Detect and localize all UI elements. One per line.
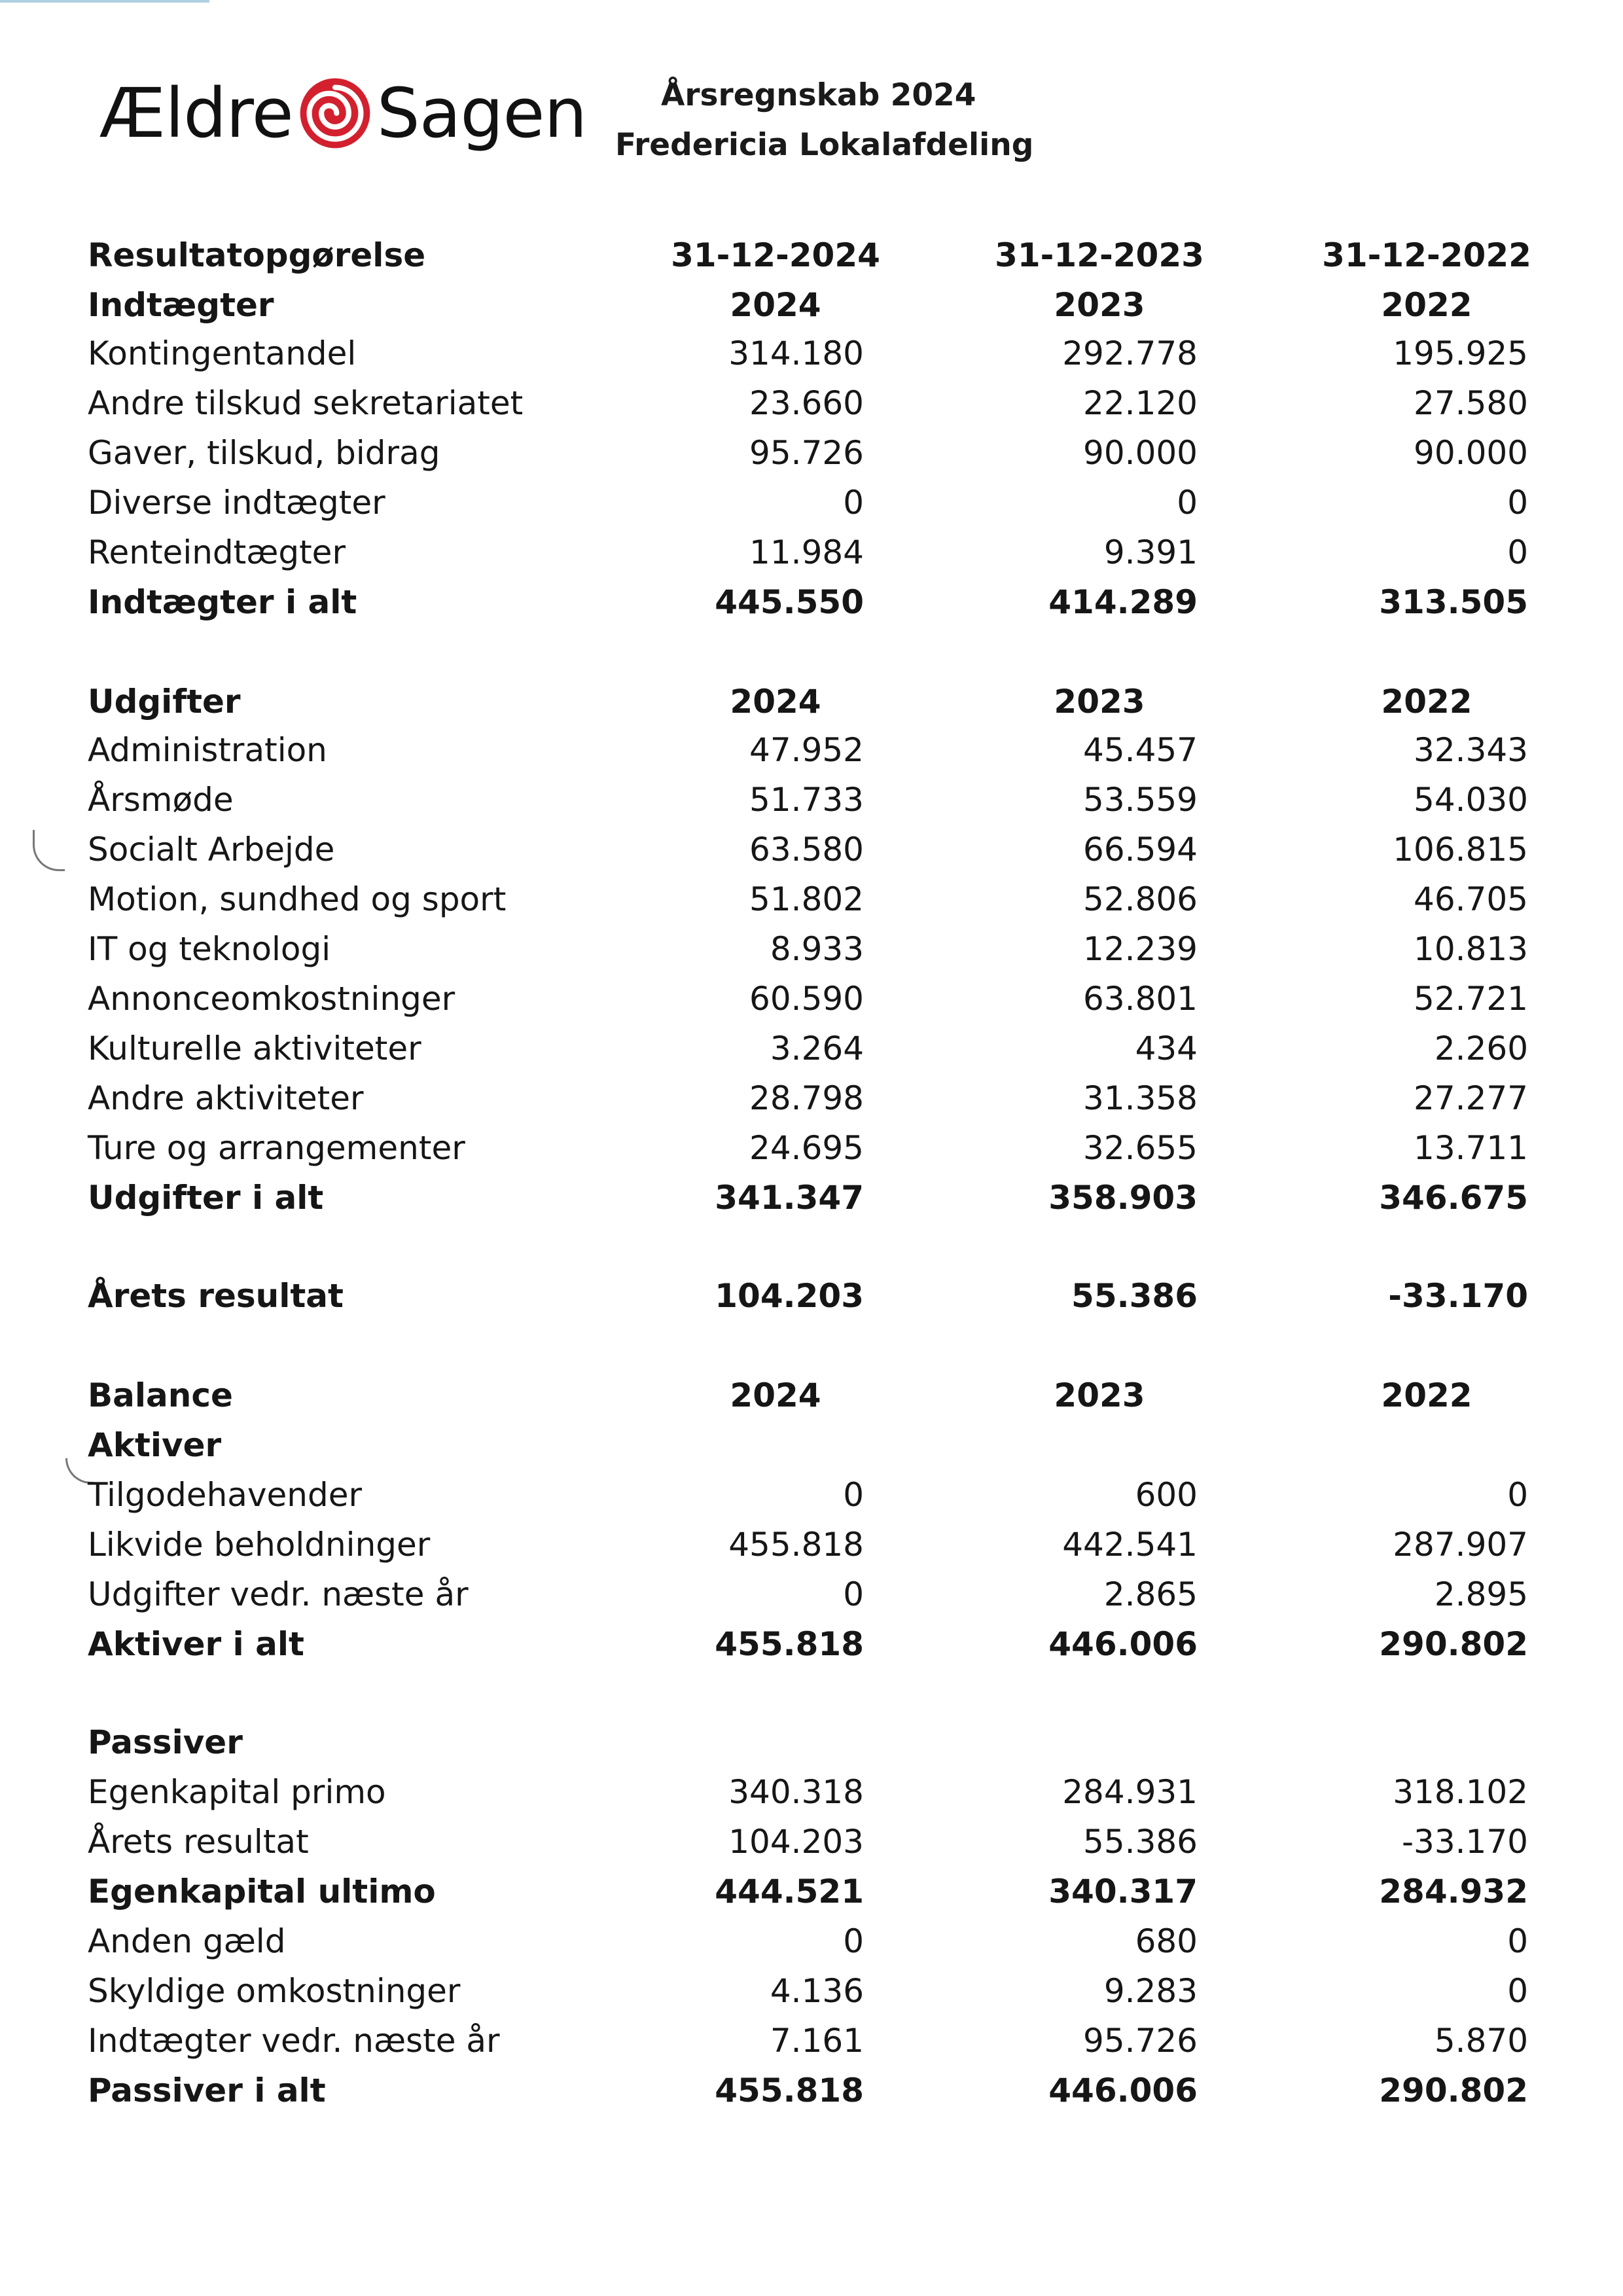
- balance-title-row: [0, 1369, 1623, 1422]
- value-2023: 340.317: [1048, 1873, 1198, 1910]
- value-2024: 63.580: [749, 831, 864, 869]
- table-row: [0, 823, 1623, 876]
- year-2022: 2022: [1381, 286, 1472, 324]
- value-2023: 90.000: [1083, 434, 1198, 472]
- liabilities-heading: Passiver: [88, 1723, 243, 1761]
- value-2022: 0: [1507, 1972, 1528, 2010]
- row-label: Kontingentandel: [88, 334, 357, 372]
- row-label: IT og teknologi: [88, 930, 331, 968]
- table-row: [0, 1816, 1623, 1868]
- row-label: Gaver, tilskud, bidrag: [88, 434, 440, 472]
- value-2023: 0: [1177, 484, 1198, 522]
- value-2024: 4.136: [770, 1972, 864, 2010]
- row-label: Indtægter vedr. næste år: [88, 2022, 500, 2060]
- value-2022: 287.907: [1393, 1526, 1528, 1564]
- year-2022: 2022: [1381, 683, 1472, 721]
- value-2022: 106.815: [1393, 831, 1528, 869]
- expense-total-row: [0, 1172, 1623, 1224]
- value-2023: 292.778: [1062, 334, 1198, 372]
- value-2023: 52.806: [1083, 880, 1198, 918]
- value-2024: 104.203: [715, 1277, 864, 1315]
- expense-heading-row: [0, 675, 1623, 728]
- value-2024: 0: [843, 1575, 864, 1613]
- logo-text-left: Ældre: [99, 73, 293, 153]
- row-label: Ture og arrangementer: [88, 1129, 465, 1167]
- value-2023: 600: [1135, 1476, 1198, 1514]
- row-label: Tilgodehavender: [88, 1476, 363, 1514]
- year-2024: 2024: [730, 1376, 821, 1414]
- value-2022: -33.170: [1388, 1277, 1528, 1315]
- value-2024: 8.933: [770, 930, 864, 968]
- value-2023: 31.358: [1083, 1079, 1198, 1117]
- value-2024: 51.802: [749, 880, 864, 918]
- income-total-row: [0, 576, 1623, 628]
- row-label: Andre tilskud sekretariatet: [88, 384, 524, 422]
- expense-heading: Udgifter: [88, 683, 241, 721]
- report-subtitle: Fredericia Lokalafdeling: [615, 127, 1034, 163]
- assets-heading-row: [0, 1419, 1623, 1471]
- year-2023: 2023: [1054, 1376, 1145, 1414]
- value-2023: 2.865: [1103, 1575, 1198, 1613]
- value-2024: 47.952: [749, 731, 864, 769]
- value-2022: 5.870: [1434, 2022, 1528, 2060]
- value-2022: 32.343: [1414, 731, 1528, 769]
- row-label: Passiver i alt: [88, 2072, 326, 2109]
- value-2024: 95.726: [749, 434, 864, 472]
- value-2023: 55.386: [1071, 1277, 1198, 1315]
- table-row: [0, 1469, 1623, 1521]
- year-2024: 2024: [730, 286, 821, 324]
- value-2023: 680: [1135, 1922, 1198, 1960]
- scan-edge-line: [0, 0, 209, 3]
- value-2024: 444.521: [715, 1873, 864, 1910]
- value-2024: 0: [843, 1476, 864, 1514]
- value-2024: 51.733: [749, 781, 864, 819]
- year-2023: 2023: [1054, 683, 1145, 721]
- value-2024: 445.550: [715, 583, 864, 621]
- row-label: Indtægter i alt: [88, 583, 357, 621]
- value-2024: 0: [843, 1922, 864, 1960]
- value-2023: 442.541: [1062, 1526, 1198, 1564]
- value-2023: 66.594: [1083, 831, 1198, 869]
- value-2023: 446.006: [1048, 1625, 1198, 1663]
- value-2024: 7.161: [770, 2022, 864, 2060]
- value-2023: 434: [1135, 1030, 1198, 1067]
- table-row: [0, 1022, 1623, 1075]
- row-label: Udgifter i alt: [88, 1179, 324, 1217]
- value-2023: 284.931: [1062, 1773, 1198, 1811]
- row-label: Skyldige omkostninger: [88, 1972, 461, 2010]
- row-label: Renteindtægter: [88, 533, 346, 571]
- value-2023: 9.391: [1103, 533, 1198, 571]
- aeldre-sagen-logo: [99, 71, 586, 156]
- date-2024: 31-12-2024: [671, 236, 880, 274]
- assets-heading: Aktiver: [88, 1426, 222, 1464]
- value-2024: 24.695: [749, 1129, 864, 1167]
- value-2023: 12.239: [1083, 930, 1198, 968]
- swirl-logo-icon: [297, 75, 373, 151]
- table-row: [0, 774, 1623, 826]
- row-label: Administration: [88, 731, 327, 769]
- value-2022: 318.102: [1393, 1773, 1528, 1811]
- value-2023: 446.006: [1048, 2072, 1198, 2109]
- value-2023: 55.386: [1083, 1823, 1198, 1861]
- row-label: Anden gæld: [88, 1922, 286, 1960]
- value-2022: 52.721: [1414, 980, 1528, 1018]
- table-row: [0, 1518, 1623, 1571]
- year-2022: 2022: [1381, 1376, 1472, 1414]
- year-2024: 2024: [730, 683, 821, 721]
- value-2022: 0: [1507, 1922, 1528, 1960]
- table-row: [0, 427, 1623, 479]
- assets-total-row: [0, 1618, 1623, 1670]
- table-row: [0, 1766, 1623, 1818]
- value-2022: 27.277: [1414, 1079, 1528, 1117]
- income-heading-row: [0, 279, 1623, 331]
- value-2024: 3.264: [770, 1030, 864, 1067]
- value-2023: 95.726: [1083, 2022, 1198, 2060]
- value-2023: 22.120: [1083, 384, 1198, 422]
- table-row: [0, 1072, 1623, 1124]
- liabilities-heading-row: [0, 1716, 1623, 1768]
- value-2022: 13.711: [1414, 1129, 1528, 1167]
- value-2023: 32.655: [1083, 1129, 1198, 1167]
- value-2022: 346.675: [1379, 1179, 1528, 1217]
- table-row: [0, 526, 1623, 579]
- table-row: [0, 1122, 1623, 1174]
- table-row: [0, 973, 1623, 1025]
- row-label: Likvide beholdninger: [88, 1526, 431, 1564]
- row-label: Diverse indtægter: [88, 484, 385, 522]
- value-2022: 2.260: [1434, 1030, 1528, 1067]
- value-2024: 340.318: [728, 1773, 864, 1811]
- value-2024: 455.818: [715, 2072, 864, 2109]
- income-heading: Indtægter: [88, 286, 274, 324]
- value-2024: 455.818: [715, 1625, 864, 1663]
- table-row: [0, 1915, 1623, 1967]
- value-2022: 2.895: [1434, 1575, 1528, 1613]
- row-label: Egenkapital primo: [88, 1773, 386, 1811]
- year-result-row: [0, 1270, 1623, 1322]
- equity-total-row: [0, 1865, 1623, 1918]
- row-label: Socialt Arbejde: [88, 831, 335, 869]
- row-label: Egenkapital ultimo: [88, 1873, 436, 1910]
- value-2022: 195.925: [1393, 334, 1528, 372]
- date-2023: 31-12-2023: [995, 236, 1204, 274]
- row-label: Årets resultat: [88, 1823, 309, 1861]
- row-label: Annonceomkostninger: [88, 980, 455, 1018]
- value-2023: 53.559: [1083, 781, 1198, 819]
- result-title-row: [0, 229, 1623, 281]
- table-row: [0, 377, 1623, 429]
- year-2023: 2023: [1054, 286, 1145, 324]
- row-label: Andre aktiviteter: [88, 1079, 364, 1117]
- logo-text-right: Sagen: [376, 73, 587, 153]
- result-title: Resultatopgørelse: [88, 236, 426, 274]
- value-2023: 45.457: [1083, 731, 1198, 769]
- value-2024: 11.984: [749, 533, 864, 571]
- table-row: [0, 1568, 1623, 1621]
- table-row: [0, 724, 1623, 776]
- value-2023: 63.801: [1083, 980, 1198, 1018]
- value-2022: 284.932: [1379, 1873, 1528, 1910]
- value-2024: 23.660: [749, 384, 864, 422]
- value-2024: 314.180: [728, 334, 864, 372]
- row-label: Årets resultat: [88, 1277, 344, 1315]
- date-2022: 31-12-2022: [1322, 236, 1531, 274]
- value-2023: 358.903: [1048, 1179, 1198, 1217]
- value-2022: -33.170: [1402, 1823, 1528, 1861]
- value-2024: 104.203: [728, 1823, 864, 1861]
- liabilities-total-row: [0, 2064, 1623, 2117]
- value-2022: 0: [1507, 533, 1528, 571]
- value-2024: 455.818: [728, 1526, 864, 1564]
- row-label: Kulturelle aktiviteter: [88, 1030, 421, 1067]
- table-row: [0, 923, 1623, 975]
- row-label: Årsmøde: [88, 781, 234, 819]
- value-2022: 10.813: [1414, 930, 1528, 968]
- value-2022: 0: [1507, 484, 1528, 522]
- table-row: [0, 476, 1623, 529]
- value-2024: 60.590: [749, 980, 864, 1018]
- table-row: [0, 327, 1623, 380]
- value-2022: 290.802: [1379, 1625, 1528, 1663]
- value-2024: 28.798: [749, 1079, 864, 1117]
- table-row: [0, 2015, 1623, 2067]
- value-2024: 341.347: [715, 1179, 864, 1217]
- value-2023: 414.289: [1048, 583, 1198, 621]
- value-2022: 313.505: [1379, 583, 1528, 621]
- value-2024: 0: [843, 484, 864, 522]
- table-row: [0, 1965, 1623, 2017]
- table-row: [0, 873, 1623, 925]
- report-title: Årsregnskab 2024: [661, 77, 976, 113]
- value-2022: 27.580: [1414, 384, 1528, 422]
- value-2022: 54.030: [1414, 781, 1528, 819]
- value-2022: 0: [1507, 1476, 1528, 1514]
- balance-title: Balance: [88, 1376, 233, 1414]
- value-2022: 46.705: [1414, 880, 1528, 918]
- value-2022: 90.000: [1414, 434, 1528, 472]
- value-2022: 290.802: [1379, 2072, 1528, 2109]
- row-label: Aktiver i alt: [88, 1625, 304, 1663]
- value-2023: 9.283: [1103, 1972, 1198, 2010]
- row-label: Motion, sundhed og sport: [88, 880, 507, 918]
- row-label: Udgifter vedr. næste år: [88, 1575, 469, 1613]
